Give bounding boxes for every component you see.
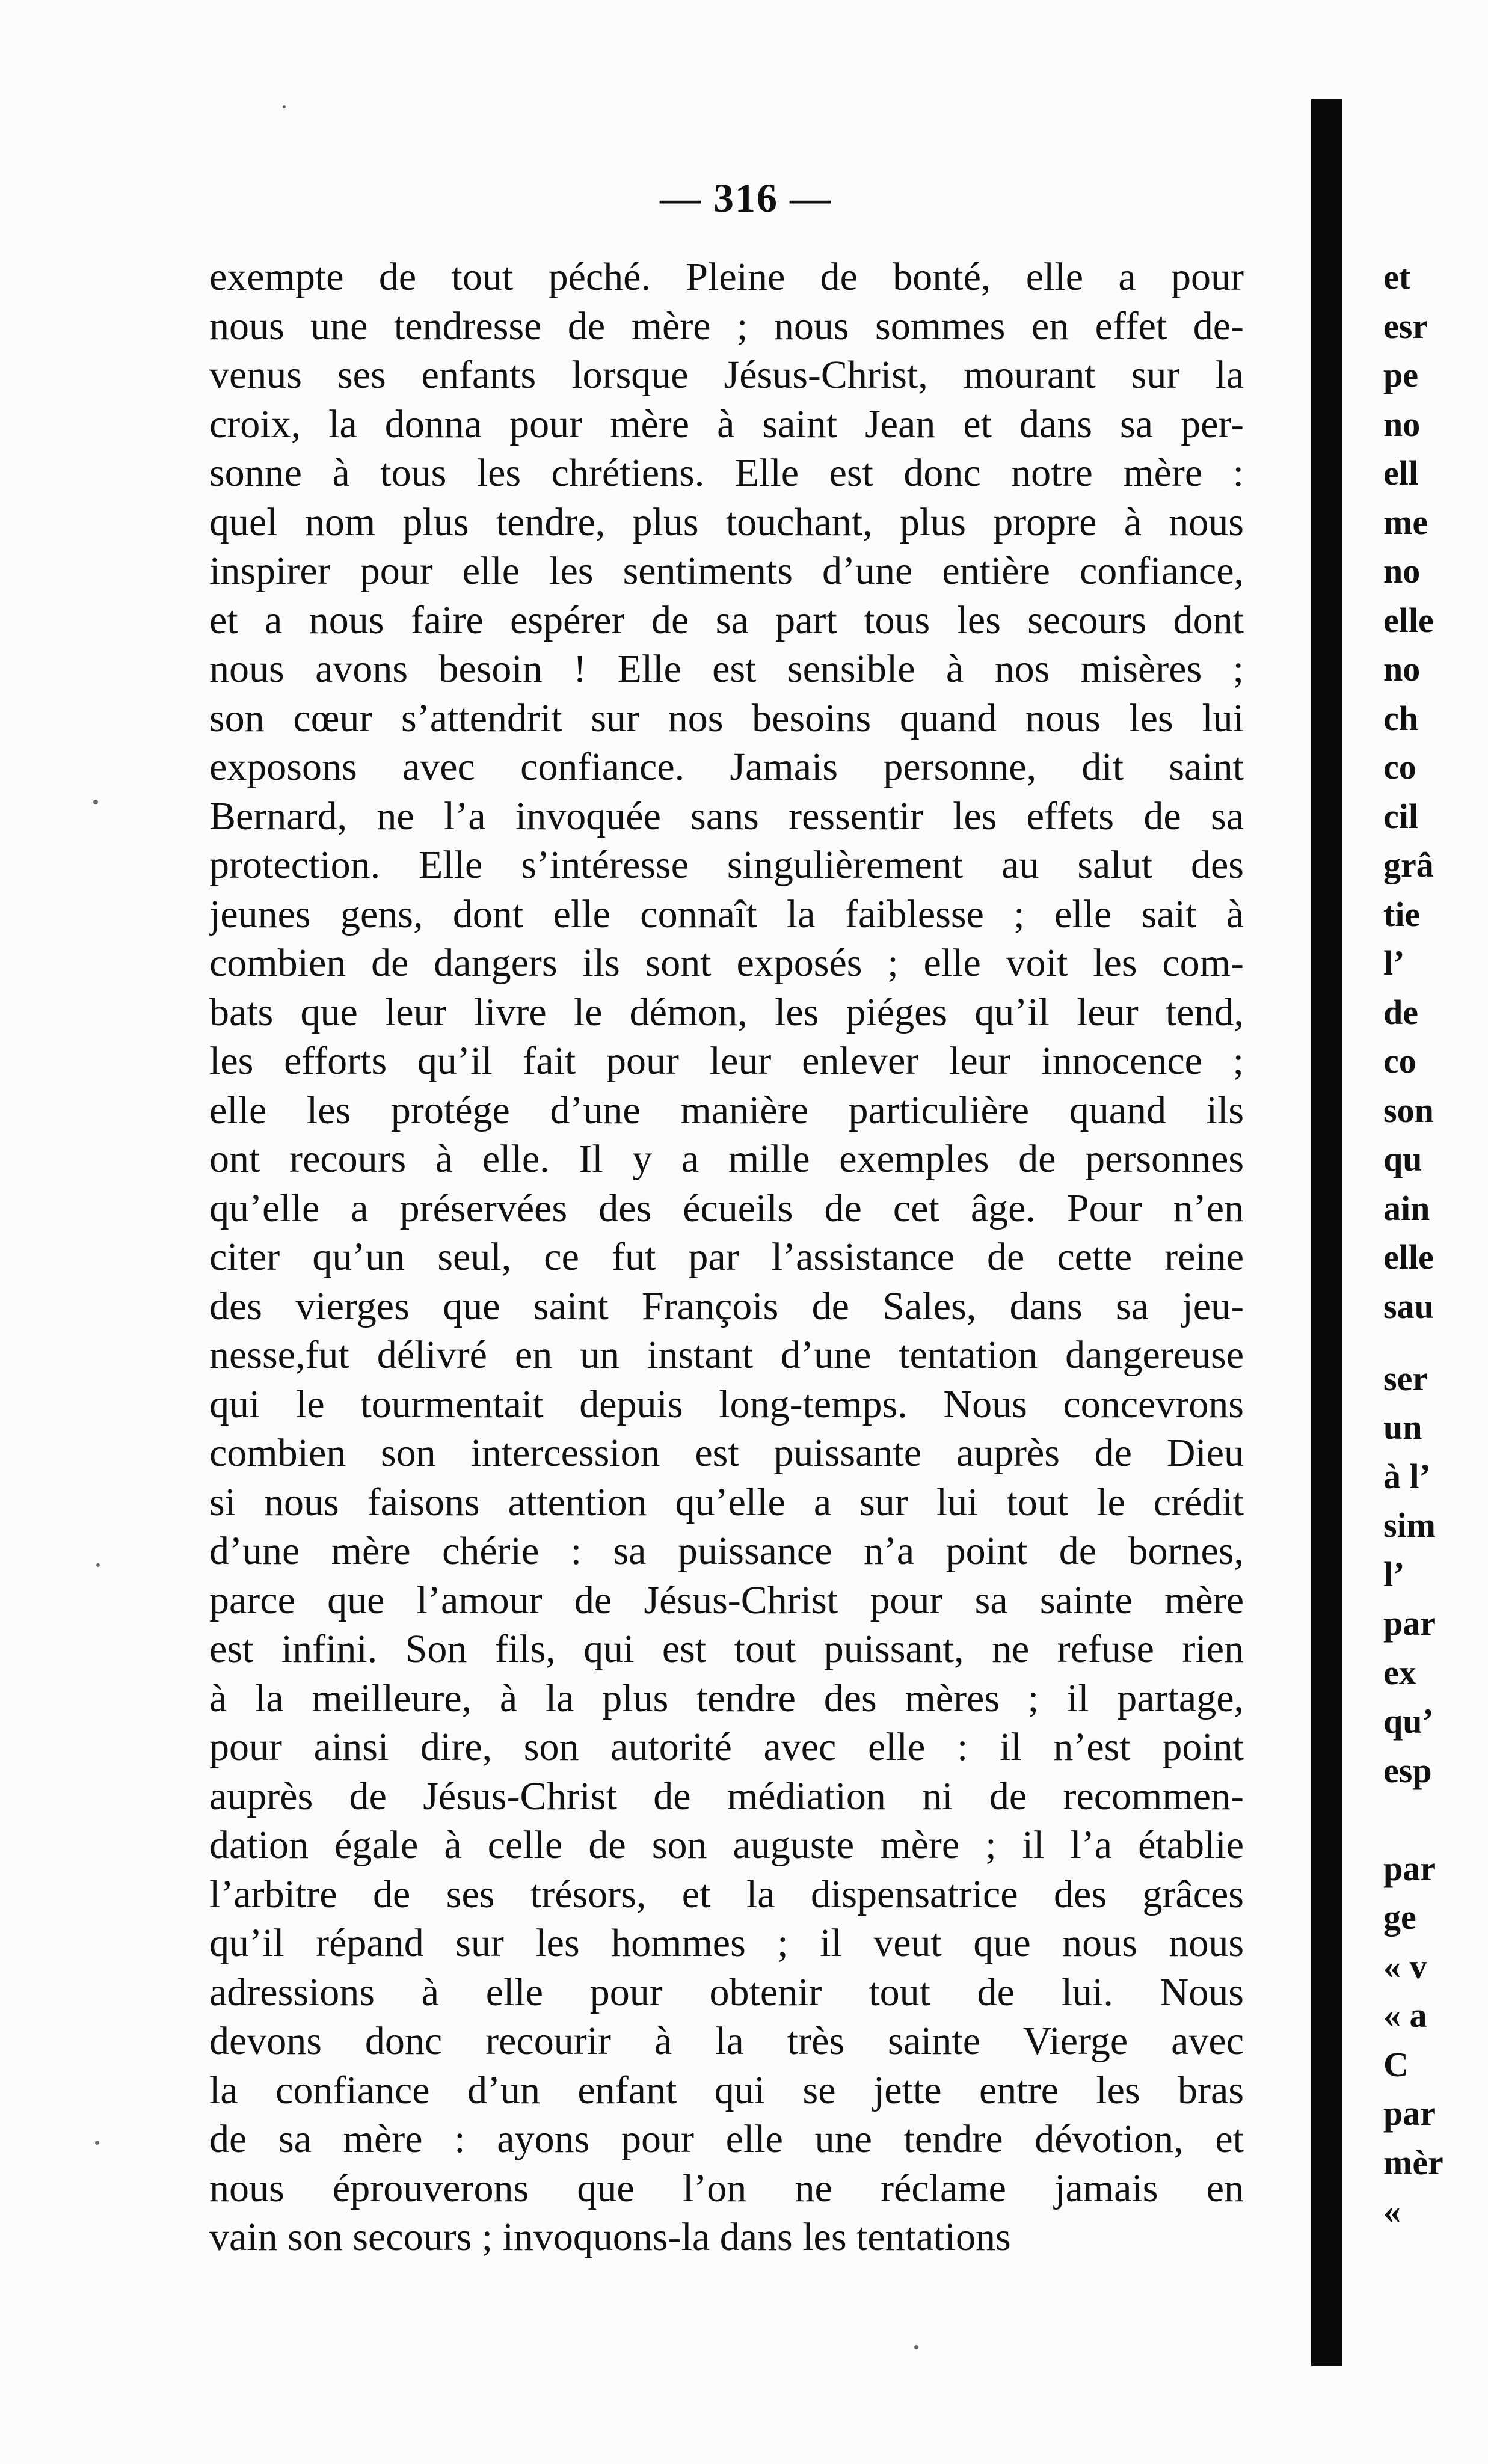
adjacent-fragment: no (1383, 649, 1421, 688)
adjacent-fragment: ain (1383, 1188, 1430, 1228)
adjacent-fragment: qu’ (1383, 1702, 1434, 1741)
text-line: ont recours à elle. Il y a mille exemples de personnes (209, 1137, 1244, 1181)
text-line: Bernard, ne l’a invoquée sans ressentir les effets de sa (209, 794, 1244, 838)
adjacent-fragment: elle (1383, 600, 1434, 640)
adjacent-fragment: par (1383, 2094, 1436, 2133)
adjacent-fragment: esp (1383, 1750, 1432, 1790)
adjacent-fragment: l’ (1383, 1554, 1405, 1594)
text-line: les efforts qu’il fait pour leur enlever leur innocence ; (209, 1039, 1244, 1083)
adjacent-fragment: co (1383, 747, 1416, 786)
text-line: exposons avec confiance. Jamais personne, dit saint (209, 745, 1244, 789)
text-line: bats que leur livre le démon, les piéges qu’il leur tend, (209, 990, 1244, 1034)
adjacent-fragment: ex (1383, 1652, 1416, 1692)
adjacent-fragment: no (1383, 404, 1421, 444)
text-line: protection. Elle s’intéresse singulièrement au salut des (209, 843, 1244, 887)
text-line: dation égale à celle de son auguste mère ; il l’a établie (209, 1823, 1244, 1867)
paper-speck (914, 2345, 918, 2349)
adjacent-fragment: « v (1383, 1946, 1427, 1986)
adjacent-fragment: C (1383, 2044, 1409, 2084)
text-line: pour ainsi dire, son autorité avec elle : il n’est point (209, 1725, 1244, 1769)
adjacent-fragment: à l’ (1383, 1456, 1431, 1496)
paper-speck (93, 800, 98, 804)
body-text (209, 253, 1244, 2262)
text-line: vain son secours ; invoquons-la dans les tentations (209, 2215, 1011, 2259)
text-line: qui le tourmentait depuis long-temps. Nous concevrons (209, 1382, 1244, 1426)
adjacent-fragment: sim (1383, 1506, 1436, 1545)
adjacent-fragment: me (1383, 502, 1428, 542)
text-line: l’arbitre de ses trésors, et la dispensatrice des grâces (209, 1872, 1244, 1916)
text-line: venus ses enfants lorsque Jésus-Christ, mourant sur la (209, 353, 1244, 397)
adjacent-fragment: par (1383, 1604, 1436, 1643)
adjacent-fragment: grâ (1383, 845, 1434, 884)
text-line: qu’elle a préservées des écueils de cet âge. Pour n’en (209, 1186, 1244, 1230)
adjacent-fragment: son (1383, 1090, 1434, 1130)
text-line: nesse,fut délivré en un instant d’une tentation dangereuse (209, 1333, 1244, 1377)
adjacent-fragment: par (1383, 1848, 1436, 1888)
text-line: la confiance d’un enfant qui se jette entre les bras (209, 2068, 1244, 2112)
adjacent-fragment: qu (1383, 1139, 1422, 1178)
paper-speck (283, 105, 286, 108)
adjacent-fragment: ell (1383, 453, 1418, 492)
text-line: combien son intercession est puissante auprès de Dieu (209, 1431, 1244, 1475)
text-line: est infini. Son fils, qui est tout puissant, ne refuse rien (209, 1627, 1244, 1671)
adjacent-fragment: « a (1383, 1996, 1427, 2035)
adjacent-fragment: co (1383, 1041, 1416, 1080)
text-line: nous avons besoin ! Elle est sensible à nos misères ; (209, 647, 1244, 691)
adjacent-fragment: tie (1383, 894, 1421, 934)
adjacent-fragment: l’ (1383, 943, 1405, 982)
adjacent-fragment: et (1383, 257, 1411, 296)
text-line: nous une tendresse de mère ; nous sommes en effet de- (209, 304, 1244, 348)
adjacent-fragment: ser (1383, 1358, 1428, 1398)
binding-shadow (1311, 99, 1342, 2366)
text-line: nous éprouverons que l’on ne réclame jamais en (209, 2166, 1244, 2210)
adjacent-fragment: ge (1383, 1898, 1416, 1937)
text-line: jeunes gens, dont elle connaît la faiblesse ; elle sait à (209, 892, 1244, 936)
adjacent-fragment: « (1383, 2192, 1401, 2231)
adjacent-fragment: mèr (1383, 2142, 1443, 2182)
adjacent-fragment: pe (1383, 355, 1418, 394)
adjacent-fragment: de (1383, 992, 1418, 1032)
text-line: d’une mère chérie : sa puissance n’a point de bornes, (209, 1529, 1244, 1573)
text-line: parce que l’amour de Jésus-Christ pour sa sainte mère (209, 1578, 1244, 1622)
text-line: qu’il répand sur les hommes ; il veut que nous nous (209, 1921, 1244, 1965)
text-line: exempte de tout péché. Pleine de bonté, elle a pour (209, 255, 1244, 299)
adjacent-fragment: elle (1383, 1237, 1434, 1276)
page-number: — 316 — (660, 175, 832, 221)
text-line: citer qu’un seul, ce fut par l’assistance de cette reine (209, 1235, 1244, 1279)
text-line: croix, la donna pour mère à saint Jean et dans sa per- (209, 402, 1244, 446)
text-line: sonne à tous les chrétiens. Elle est donc notre mère : (209, 451, 1244, 495)
text-line: si nous faisons attention qu’elle a sur lui tout le crédit (209, 1480, 1244, 1524)
text-line: auprès de Jésus-Christ de médiation ni de recommen- (209, 1774, 1244, 1818)
text-line: inspirer pour elle les sentiments d’une entière confiance, (209, 549, 1244, 593)
text-line: des vierges que saint François de Sales, dans sa jeu- (209, 1284, 1244, 1328)
adjacent-fragment: esr (1383, 306, 1428, 346)
adjacent-fragment: un (1383, 1408, 1422, 1447)
adjacent-fragment: cil (1383, 796, 1418, 836)
adjacent-fragment (1383, 1795, 1488, 1844)
adjacent-page-column (1383, 253, 1488, 2236)
adjacent-fragment: sau (1383, 1286, 1434, 1326)
text-line: devons donc recourir à la très sainte Vierge avec (209, 2019, 1244, 2063)
text-line: quel nom plus tendre, plus touchant, plus propre à nous (209, 500, 1244, 544)
text-line: son cœur s’attendrit sur nos besoins quand nous les lui (209, 696, 1244, 740)
paper-speck (96, 1563, 100, 1567)
text-line: adressions à elle pour obtenir tout de lui. Nous (209, 1970, 1244, 2014)
adjacent-fragment: ch (1383, 698, 1418, 738)
adjacent-fragment: no (1383, 551, 1421, 590)
text-line: combien de dangers ils sont exposés ; elle voit les com- (209, 941, 1244, 985)
text-line: à la meilleure, à la plus tendre des mères ; il partage, (209, 1676, 1244, 1720)
text-line: et a nous faire espérer de sa part tous les secours dont (209, 598, 1244, 642)
paper-speck (95, 2141, 99, 2145)
text-line: de sa mère : ayons pour elle une tendre dévotion, et (209, 2117, 1244, 2161)
text-line: elle les protége d’une manière particulière quand ils (209, 1088, 1244, 1132)
